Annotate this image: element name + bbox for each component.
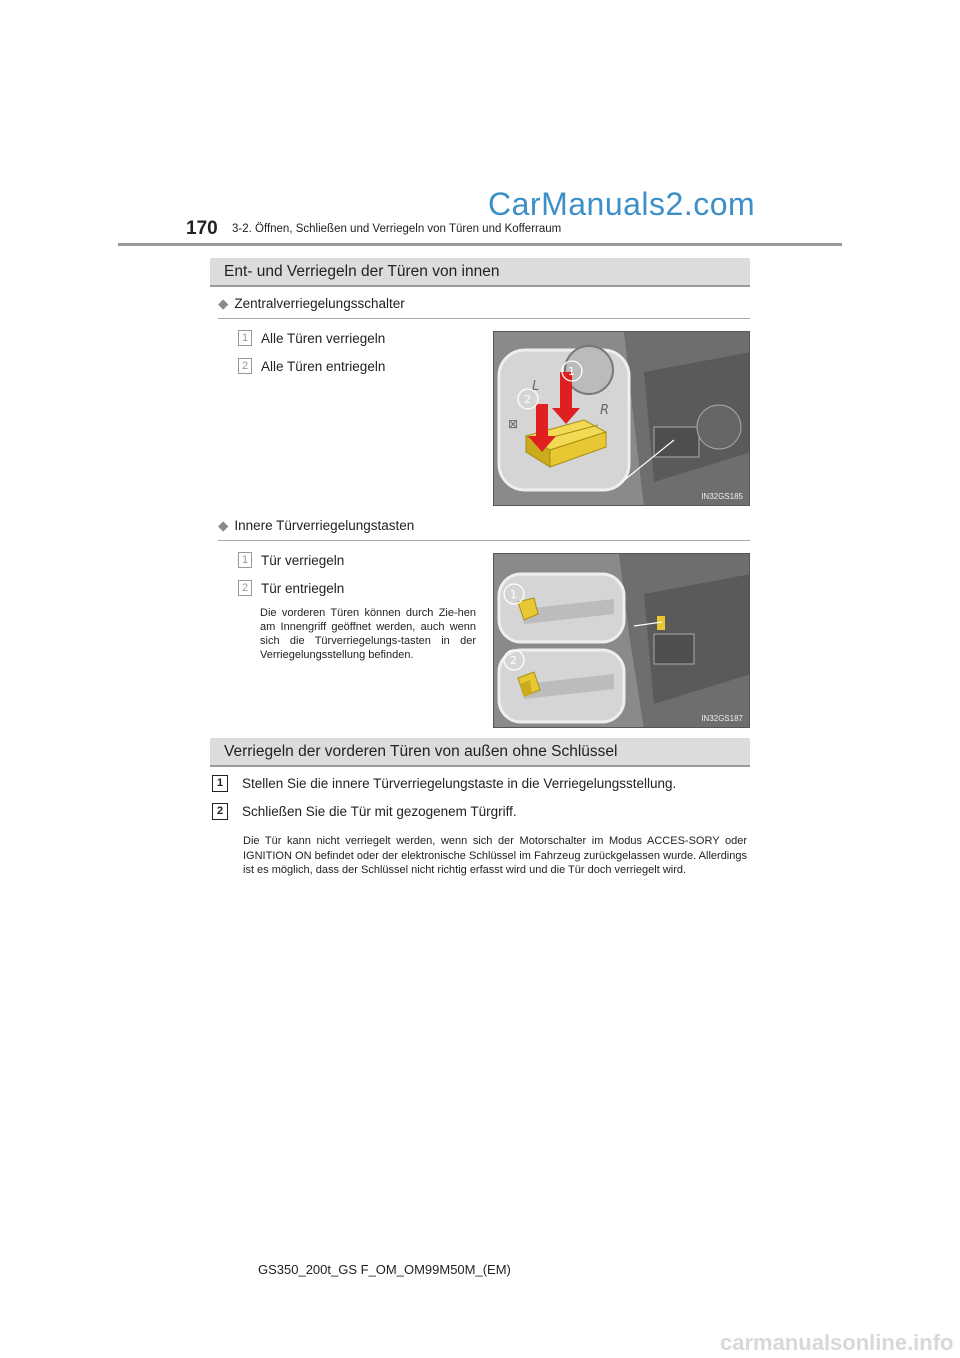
figure-inner-lock-buttons <box>493 553 750 728</box>
svg-text:L: L <box>532 379 540 394</box>
step-item <box>212 775 676 792</box>
header-rule <box>118 243 842 246</box>
item-text: Alle Türen verriegeln <box>261 330 386 346</box>
bottom-watermark: carmanualsonline.info <box>720 1330 954 1355</box>
item-text: Tür entriegeln <box>261 580 345 596</box>
step-text: Stellen Sie die innere Türverriegelungstaste in die Verriegelungsstellung. <box>242 776 677 791</box>
step-text: Schließen Sie die Tür mit gezogenem Türgriff. <box>242 804 517 819</box>
list-item <box>238 580 344 596</box>
callout-label: 2 <box>524 393 531 406</box>
callout-label: 2 <box>510 654 517 667</box>
figure-code: IN32GS185 <box>701 492 743 501</box>
step-item <box>212 803 517 820</box>
section-bar-unlock-inside <box>210 258 750 287</box>
section-title: Verriegeln der vorderen Türen von außen ohne Schlüssel <box>224 743 618 760</box>
watermark: CarManuals2.com <box>488 186 756 222</box>
sub-rule <box>218 540 750 541</box>
figure-central-lock-switch <box>493 331 750 506</box>
step-badge: 2 <box>212 803 228 820</box>
page-number: 170 <box>186 218 218 239</box>
callout-label: 1 <box>568 365 575 378</box>
figure-code: IN32GS187 <box>701 714 743 723</box>
central-lock-illustration <box>494 332 750 506</box>
number-badge: 2 <box>238 580 252 596</box>
step-note: Die Tür kann nicht verriegelt werden, wenn sich der Motorschalter im Modus ACCES-SORY oder IGNITION ON befindet oder der elektronische Schlüssel im Fahrzeug zurückgelassen wurde. Allerdings ist es möglich, dass der Schlüssel nicht richtig erfasst wird und die Tür doch verriegelt wird. <box>243 835 747 876</box>
list-item <box>238 552 344 568</box>
diamond-icon: ◆ <box>218 518 229 533</box>
item-text: Alle Türen entriegeln <box>261 358 386 374</box>
chapter-title: 3-2. Öffnen, Schließen und Verriegeln von Türen und Kofferraum <box>232 223 562 235</box>
subheading-inner-lock-buttons: ◆ Innere Türverriegelungstasten <box>218 518 415 533</box>
subheading-central-lock: ◆ Zentralverriegelungsschalter <box>218 296 405 311</box>
diamond-icon: ◆ <box>218 296 229 311</box>
step-badge: 1 <box>212 775 228 792</box>
item-text: Tür verriegeln <box>261 552 345 568</box>
svg-text:R: R <box>600 403 610 418</box>
number-badge: 1 <box>238 552 252 568</box>
sub-rule <box>218 318 750 319</box>
list-item <box>238 330 385 346</box>
number-badge: 2 <box>238 358 252 374</box>
svg-text:⊠: ⊠ <box>508 417 519 431</box>
inner-lock-illustration <box>494 554 750 728</box>
callout-label: 1 <box>510 588 517 601</box>
note-text: Die vorderen Türen können durch Zie-hen am Innengriff geöffnet werden, auch wenn sich die Türverriegelungs-tasten in der Verriegelungsstellung befinden. <box>260 607 476 661</box>
section-title: Ent- und Verriegeln der Türen von innen <box>224 263 500 280</box>
number-badge: 1 <box>238 330 252 346</box>
section-bar-lock-outside <box>210 738 750 767</box>
list-item <box>238 358 385 374</box>
footer-doc-code: GS350_200t_GS F_OM_OM99M50M_(EM) <box>258 1262 511 1277</box>
